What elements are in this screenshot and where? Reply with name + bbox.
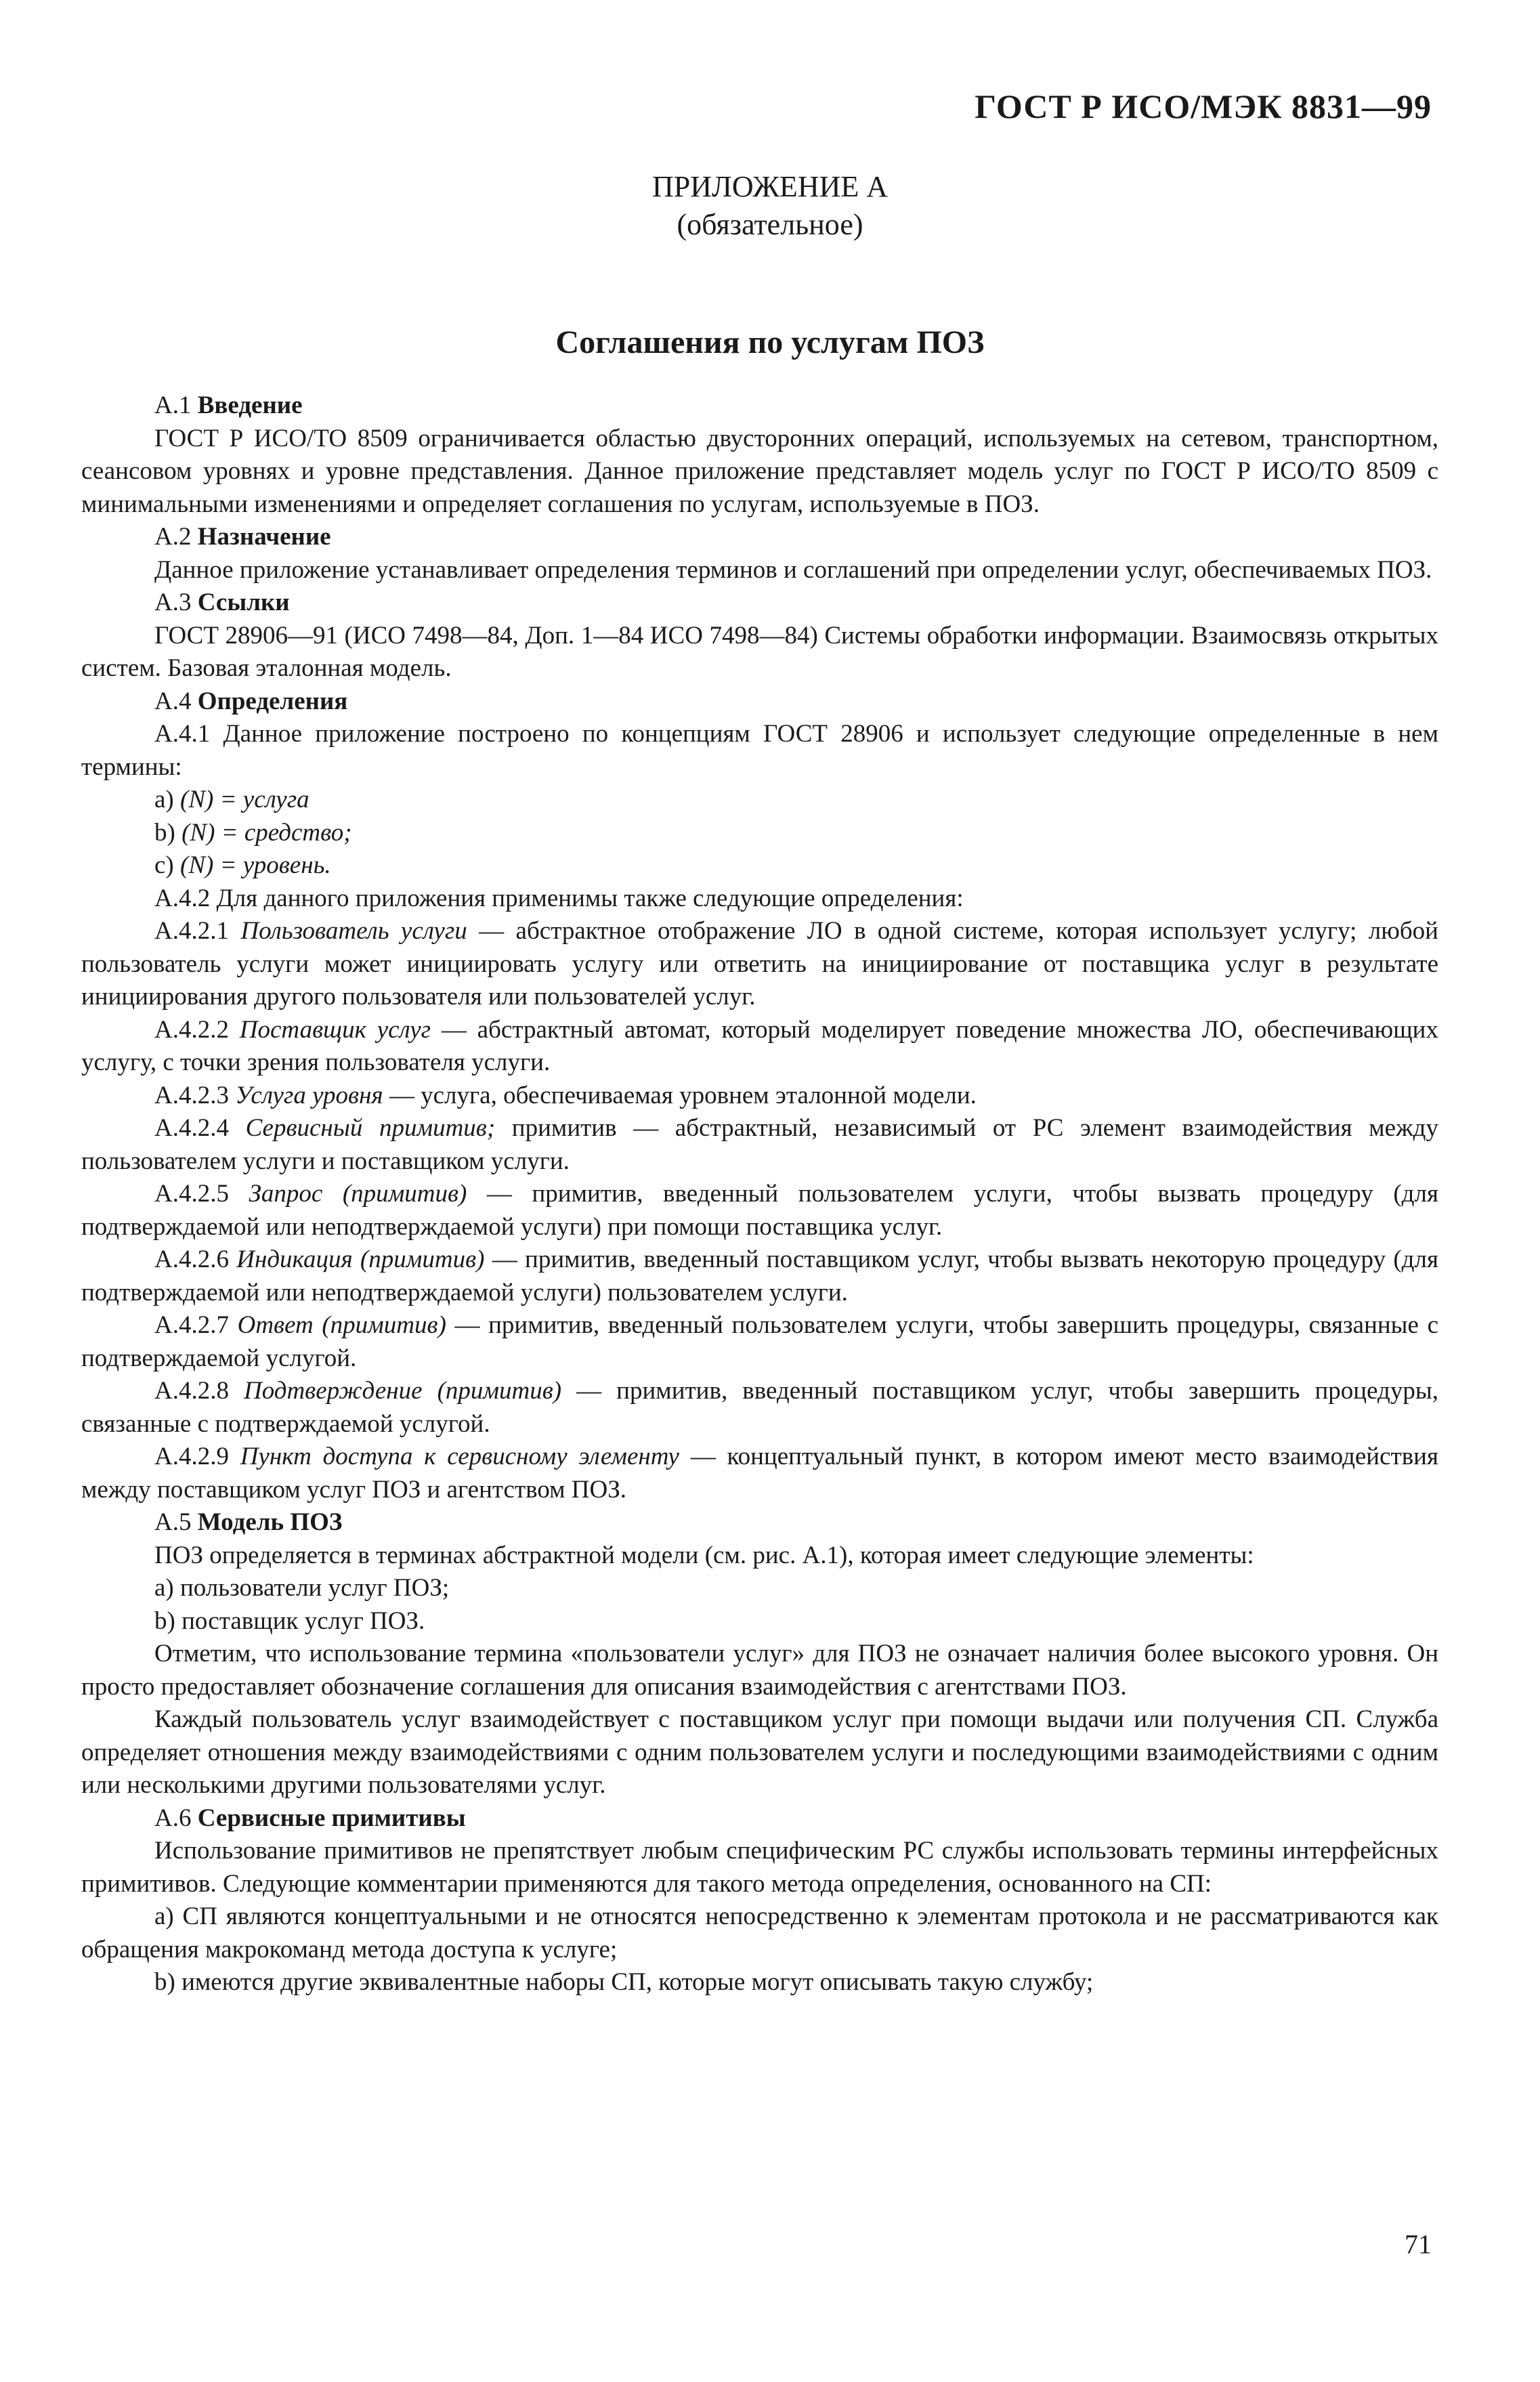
- paragraph-a3: ГОСТ 28906—91 (ИСО 7498—84, Доп. 1—84 ИСО 7498—84) Системы обработки информации. Взаимосвязь открытых систем. Базовая эталонная модель.: [81, 621, 1438, 682]
- definition-term: Пункт доступа к сервисному элементу: [240, 1443, 679, 1470]
- definition-num: А.4.2.9: [154, 1443, 240, 1470]
- list-item-term: (N) = услуга: [180, 786, 309, 813]
- heading-a4: [81, 685, 1438, 719]
- definition-text: — примитив, введенный поставщиком услуг, чтобы вызвать некоторую процедуру (для подтверждаемой или неподтверждаемой услуги) пользователем услуги.: [81, 1246, 1438, 1306]
- definition-num: А.4.2.3: [154, 1081, 236, 1109]
- definition-term: Поставщик услуг: [239, 1015, 431, 1044]
- document-body: [81, 389, 1438, 1999]
- definition-item: [81, 1080, 1438, 1113]
- paragraph-a1: ГОСТ Р ИСО/ТО 8509 ограничивается областью двусторонних операций, используемых на сетевом, транспортном, сеансовом уровнях и уровне представления. Данное приложение представляет модель услуг по ГОСТ Р ИСО/ТО 8509 с минимальными изменениями и определяет соглашения по услугам, используемые в ПОЗ.: [81, 424, 1438, 518]
- definition-term: Индикация (примитив): [236, 1246, 485, 1273]
- appendix-heading: [0, 168, 1540, 244]
- heading-a2-num: А.2: [154, 523, 198, 551]
- definition-term: Подтверждение (примитив): [244, 1377, 562, 1405]
- list-item-term: (N) = средство;: [181, 818, 352, 847]
- heading-a6: [81, 1802, 1438, 1835]
- definition-item: [81, 915, 1438, 1014]
- heading-a4-num: А.4: [154, 687, 198, 715]
- heading-a3: [81, 587, 1438, 620]
- definition-term: Услуга уровня: [235, 1081, 383, 1109]
- paragraph-a4-1: А.4.1 Данное приложение построено по концепциям ГОСТ 28906 и использует следующие определенные в нем термины:: [81, 720, 1438, 781]
- definition-num: А.4.2.4: [154, 1114, 246, 1142]
- heading-a2-title: Назначение: [197, 523, 331, 551]
- appendix-title: ПРИЛОЖЕНИЕ А: [651, 170, 889, 203]
- paragraph-a6-1: Использование примитивов не препятствует любым специфическим РС службы использовать термины интерфейсных примитивов. Следующие комментарии применяются для такого метода определения, основанного на СП:: [81, 1837, 1438, 1898]
- definition-item: [81, 1014, 1438, 1080]
- paragraph-a4-2: А.4.2 Для данного приложения применимы также следующие определения:: [154, 884, 964, 912]
- paragraph-a2: Данное приложение устанавливает определения терминов и соглашений при определении услуг, обеспечиваемых ПОЗ.: [154, 555, 1432, 584]
- heading-a3-title: Ссылки: [197, 589, 290, 616]
- definition-item: [81, 1309, 1438, 1375]
- paragraph-a5-2: Отметим, что использование термина «пользователи услуг» для ПОЗ не означает наличия более высокого уровня. Он просто предоставляет обозначение соглашения для описания взаимодействия с агентствами ПОЗ.: [81, 1640, 1438, 1701]
- definition-item: [81, 1243, 1438, 1309]
- definition-term: Ответ (примитив): [237, 1311, 446, 1339]
- page-number: 71: [1405, 2229, 1432, 2259]
- heading-a5-title: Модель ПОЗ: [197, 1508, 343, 1536]
- standard-header: ГОСТ Р ИСО/МЭК 8831—99: [975, 87, 1432, 125]
- appendix-subtitle: (обязательное): [677, 208, 863, 241]
- heading-a4-title: Определения: [197, 687, 348, 715]
- heading-a1-num: А.1: [154, 391, 198, 419]
- list-item-label: b): [154, 818, 182, 847]
- definition-num: А.4.2.8: [154, 1377, 244, 1405]
- heading-a6-num: А.6: [154, 1804, 198, 1832]
- list-item: a) пользователи услуг ПОЗ;: [154, 1574, 450, 1602]
- definition-term: Сервисный примитив;: [245, 1114, 496, 1142]
- list-item-term: (N) = уровень.: [180, 851, 331, 879]
- definition-num: А.4.2.5: [154, 1180, 249, 1208]
- list-item: b) имеются другие эквивалентные наборы СП, которые могут описывать такую службу;: [154, 1968, 1094, 1996]
- definition-item: [81, 1112, 1438, 1178]
- list-item-label: c): [154, 851, 180, 879]
- definition-item: [81, 1441, 1438, 1506]
- definition-text: — примитив, введенный поставщиком услуг, чтобы завершить процедуры, связанные с подтверждаемой услугой.: [81, 1377, 1438, 1438]
- heading-a6-title: Сервисные примитивы: [197, 1804, 466, 1832]
- definition-text: примитив — абстрактный, независимый от РС элемент взаимодействия между пользователем услуги и поставщиком услуги.: [81, 1114, 1438, 1175]
- section-title: Соглашения по услугам ПОЗ: [555, 324, 985, 360]
- definition-num: А.4.2.6: [154, 1246, 237, 1273]
- definition-text: — примитив, введенный пользователем услуги, чтобы вызвать процедуру (для подтверждаемой или неподтверждаемой услуги) при помощи поставщика услуг.: [81, 1180, 1438, 1241]
- list-item: b) поставщик услуг ПОЗ.: [154, 1607, 425, 1635]
- heading-a2: [81, 521, 1438, 554]
- definition-item: [81, 1375, 1438, 1441]
- heading-a5: [81, 1506, 1438, 1539]
- definition-num: А.4.2.2: [154, 1015, 240, 1044]
- list-item: [81, 849, 1438, 882]
- list-item: [81, 784, 1438, 817]
- heading-a1-title: Введение: [197, 391, 303, 419]
- definition-text: — абстрактный автомат, который моделирует поведение множества ЛО, обеспечивающих услугу, с точки зрения пользователя услуги.: [81, 1015, 1438, 1076]
- definition-item: [81, 1178, 1438, 1243]
- paragraph-a5-1: ПОЗ определяется в терминах абстрактной модели (см. рис. А.1), которая имеет следующие элементы:: [154, 1541, 1254, 1569]
- definition-text: — абстрактное отображение ЛО в одной системе, которая использует услугу; любой пользователь услуги может инициировать услугу или ответить на инициирование от поставщика услуг в результате инициирования другого пользователя или пользователей услуг.: [81, 917, 1438, 1011]
- definition-num: А.4.2.1: [154, 917, 241, 945]
- definition-term: Пользователь услуги: [240, 917, 467, 945]
- definition-term: Запрос (примитив): [249, 1180, 467, 1208]
- list-item: a) СП являются концептуальными и не относятся непосредственно к элементам протокола и не рассматриваются как обращения макрокоманд метода доступа к услуге;: [81, 1902, 1438, 1963]
- list-item-label: a): [154, 786, 180, 813]
- paragraph-a5-3: Каждый пользователь услуг взаимодействует с поставщиком услуг при помощи выдачи или получения СП. Служба определяет отношения между взаимодействиями с одним пользователем услуги и последующими взаимодействиями с одним или несколькими другими пользователями услуг.: [81, 1705, 1438, 1799]
- definition-text: — концептуальный пункт, в котором имеют место взаимодействия между поставщиком услуг ПОЗ и агентством ПОЗ.: [81, 1443, 1438, 1504]
- heading-a1: [81, 389, 1438, 423]
- definition-text: — услуга, обеспечиваемая уровнем эталонной модели.: [383, 1081, 977, 1109]
- definition-text: — примитив, введенный пользователем услуги, чтобы завершить процедуры, связанные с подтверждаемой услугой.: [81, 1311, 1438, 1372]
- list-item: [81, 817, 1438, 850]
- definition-num: А.4.2.7: [154, 1311, 238, 1339]
- heading-a3-num: А.3: [154, 589, 198, 616]
- heading-a5-num: А.5: [154, 1508, 198, 1536]
